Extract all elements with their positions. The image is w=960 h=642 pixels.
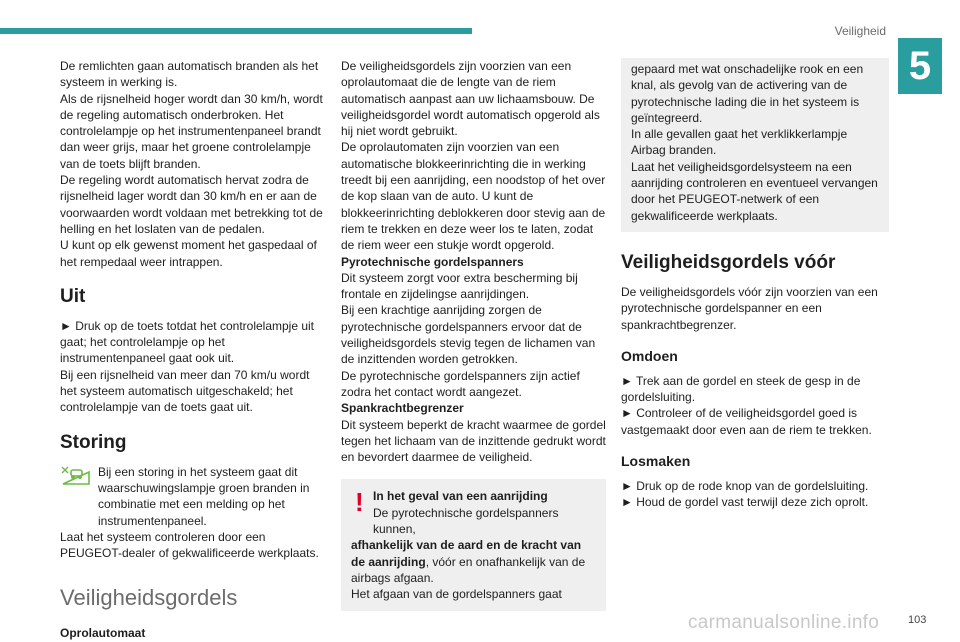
alert-line: , vóór en onafhankelijk van de airbags afgaan.	[351, 554, 586, 585]
column-3	[621, 58, 889, 511]
exclamation-icon: !	[355, 487, 364, 518]
alert-title: In het geval van een aanrijding	[373, 489, 548, 504]
paragraph: ► Controleer of de veiligheidsgordel goed is vastgemaakt door even aan de riem te trekken.	[621, 406, 872, 437]
alert-text: Het afgaan van de gordelspanners gaat	[351, 587, 562, 602]
paragraph: De regeling wordt automatisch hervat zodra de rijsnelheid lager wordt dan 30 km/h en er aan de voorwaarden wordt voldaan met betrekking tot de helling en het loslaten van de pedalen.	[60, 173, 323, 236]
alert-text	[351, 505, 596, 586]
storing-text: Bij een storing in het systeem gaat dit waarschuwingslampje groen branden in combinatie met een melding op het instrumentenpaneel.	[98, 464, 310, 528]
subheading-oprolautomaat: Oprolautomaat	[60, 626, 146, 641]
subheading-pyro: Pyrotechnische gordelspanners	[341, 254, 524, 269]
paragraph: De remlichten gaan automatisch branden als het systeem in werking is.	[60, 59, 319, 90]
paragraph: ► Druk op de rode knop van de gordelsluiting.	[621, 479, 869, 494]
paragraph: De veiligheidsgordels vóór zijn voorzien van een pyrotechnische gordelspanner en een spankrachtbegrenzer.	[621, 284, 878, 332]
paragraph: Laat het veiligheidsgordelsysteem na een aanrijding controleren en eventueel vervangen door het PEUGEOT-netwerk of een gekwalificeerde werkplaats.	[631, 159, 878, 223]
paragraph: U kunt op elk gewenst moment het gaspedaal of het rempedaal weer intrappen.	[60, 238, 317, 269]
page-number: 103	[908, 614, 927, 626]
paragraph: Als de rijsnelheid hoger wordt dan 30 km/h, wordt de regeling automatisch onderbroken. Het controlelampje op het instrumentenpaneel brandt dan weer grijs, maar het groene controlelampje van de toets blijft branden.	[60, 91, 323, 171]
paragraph: Bij een krachtige aanrijding zorgen de pyrotechnische gordelspanners ervoor dat de veiligheidsgordels stevig tegen de lichamen van de inzittenden worden getrokken.	[341, 303, 596, 367]
chapter-number-tab: 5	[898, 38, 942, 94]
paragraph: ► Trek aan de gordel en steek de gesp in de gordelsluiting.	[621, 373, 861, 405]
alert-bold: afhankelijk van de aard en de kracht van de aanrijding	[351, 538, 582, 569]
heading-gordels-voor: Veiligheidsgordels vóór	[621, 251, 836, 273]
paragraph: Dit systeem beperkt de kracht waarmee de gordel tegen het lichaam van de inzittende gedrukt wordt en bevordert daarmee de veiligheid.	[341, 417, 606, 465]
paragraph: De pyrotechnische gordelspanners zijn actief zodra het contact wordt aangezet.	[341, 368, 580, 399]
paragraph: ► Druk op de toets totdat het controlelampje uit gaat; het controlelampje op het instrumentenpaneel gaat ook uit.	[60, 318, 315, 366]
subheading-spankracht: Spankrachtbegrenzer	[341, 401, 464, 416]
heading-omdoen: Omdoen	[621, 347, 678, 364]
storing-row	[60, 464, 328, 529]
paragraph: In alle gevallen gaat het verklikkerlampje Airbag branden.	[631, 127, 848, 158]
paragraph: De veiligheidsgordels zijn voorzien van een oprolautomaat die de lengte van de riem automatisch aanpast aan uw lichaamsbouw. De veiligheidsgordel wordt automatisch opgerold als hij niet wordt gebruikt.	[341, 59, 600, 139]
alert-line: De pyrotechnische gordelspanners kunnen,	[373, 505, 559, 537]
hill-assist-fault-icon	[60, 464, 92, 490]
heading-storing: Storing	[60, 431, 127, 453]
column-1	[60, 58, 328, 642]
paragraph: De oprolautomaten zijn voorzien van een automatische blokkeerinrichting die in werking treedt bij een aanrijding, een noodstop of het over de kop slaan van de auto. U kunt de blokkeerinrichting deblokkeren door stevig aan de riem te trekken en deze weer los te laten, zodat de riem weer een stukje wordt opgerold.	[341, 140, 606, 253]
heading-losmaken: Losmaken	[621, 453, 691, 470]
paragraph: Bij een rijsnelheid van meer dan 70 km/u wordt het systeem automatisch uitgeschakeld; het controlelampje van de toets gaat uit.	[60, 367, 310, 415]
alert-box-continued	[621, 58, 889, 232]
heading-uit: Uit	[60, 285, 86, 307]
paragraph: ► Houd de gordel vast terwijl deze zich oprolt.	[621, 495, 869, 510]
section-title: Veiligheid	[834, 24, 886, 38]
paragraph: Dit systeem zorgt voor extra bescherming bij frontale en zijdelingse aanrijdingen.	[341, 270, 578, 302]
paragraph: Laat het systeem controleren door een PEUGEOT-dealer of gekwalificeerde werkplaats.	[60, 529, 319, 561]
alert-box	[341, 479, 606, 610]
heading-veiligheidsgordels: Veiligheidsgordels	[60, 585, 238, 611]
column-2	[341, 58, 606, 611]
watermark: carmanualsonline.info	[688, 612, 880, 633]
paragraph: gepaard met wat onschadelijke rook en een knal, als gevolg van de activering van de pyrotechnische lading die in het systeem is geïntegreerd.	[631, 62, 864, 125]
header-accent-bar	[0, 28, 472, 34]
